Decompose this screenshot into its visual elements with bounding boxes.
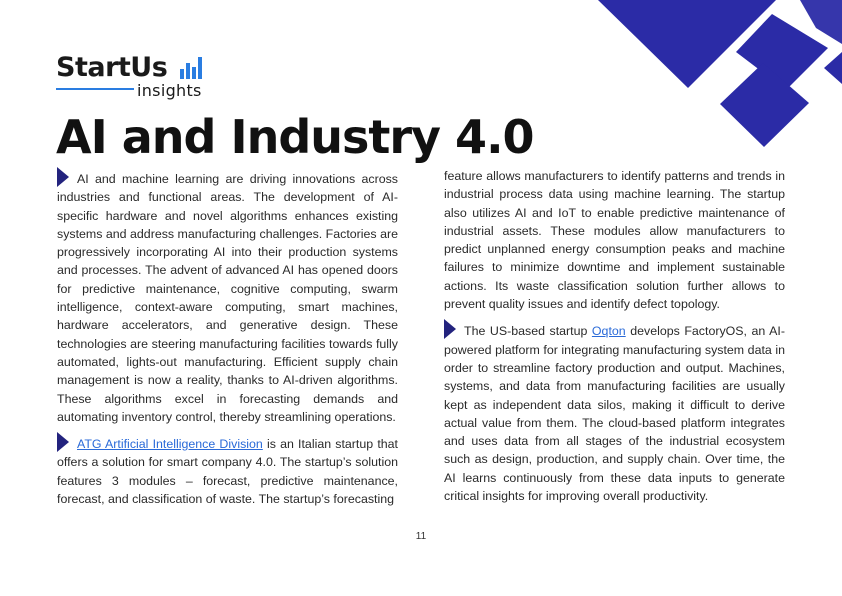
- diamond-large: [598, 0, 776, 88]
- triangle-marker-icon: [444, 319, 456, 339]
- atg-link[interactable]: ATG Artificial Intelligence Division: [77, 437, 263, 452]
- logo-subtitle: insights: [137, 81, 202, 100]
- diamond-upper: [736, 14, 828, 90]
- atg-continued-text: feature allows manufacturers to identify patterns and trends in industrial process data using machine learning. The startup also utilizes AI and IoT to enable predictive maintenance of industrial assets. These modules allow manufacturers to predict unplanned energy consumption peaks and machine failures to minimize downtime and implement sustainable actions. Its waste classification solution further allows to prevent quality issues and identify defect topology.: [444, 169, 785, 312]
- logo-wordmark: StartUs: [56, 52, 168, 83]
- intro-text: AI and machine learning are driving innovations across industries and functional areas. The development of AI-specific hardware and novel algorithms enhances existing systems and address manufacturing challenges. Factories are progressively incorporating AI into their production systems and processes. The advent of advanced AI has opened doors for predictive maintenance, cognitive computing, swarm intelligence, context-aware computing, smart machines, hardware accelerators, and generative design. These technologies are steering manufacturing facilities towards fully automated, lights-out manufacturing. Efficient supply chain management is now a reality, thanks to AI-driven algorithms. These algorithms excel in forecasting demands and automating inventory control, thereby streamlining operations.: [57, 172, 398, 424]
- oqton-paragraph: [444, 319, 785, 505]
- atg-continued-paragraph: [444, 167, 785, 313]
- diamond-right-edge: [824, 52, 842, 84]
- startus-insights-logo: [56, 53, 216, 103]
- right-column: [444, 167, 785, 511]
- oqton-text: develops FactoryOS, an AI-powered platform for integrating manufacturing system data in order to streamline factory production and output. Machines, systems, and data from manufacturing facilities are usually kept as independent data silos, making it difficult to derive actual value from them. The cloud-based platform integrates and uses data from all stages of the industrial ecosystem such as design, production, and supply chain. Over time, the AI learns continuously from these data inputs to generate critical insights for improving overall productivity.: [444, 324, 785, 504]
- diamond-lower: [720, 63, 809, 147]
- atg-paragraph: [57, 432, 398, 508]
- oqton-intro-text: The US-based startup: [464, 324, 592, 339]
- triangle-marker-icon: [57, 432, 69, 452]
- page-title: AI and Industry 4.0: [56, 110, 534, 164]
- logo-underline: [56, 88, 134, 90]
- page-number: 11: [415, 531, 427, 542]
- atg-text: is an Italian startup that offers a solution for smart company 4.0. The startup’s solution features 3 modules – forecast, predictive maintenance, forecast, and classification of waste. The startup’s forecasting: [57, 437, 398, 507]
- logo-bars-icon: [180, 57, 202, 79]
- oqton-link[interactable]: Oqton: [591, 324, 626, 339]
- intro-paragraph: [57, 167, 398, 426]
- triangle-marker-icon: [57, 167, 69, 187]
- diamond-top-right: [800, 0, 842, 44]
- left-column: [57, 167, 398, 514]
